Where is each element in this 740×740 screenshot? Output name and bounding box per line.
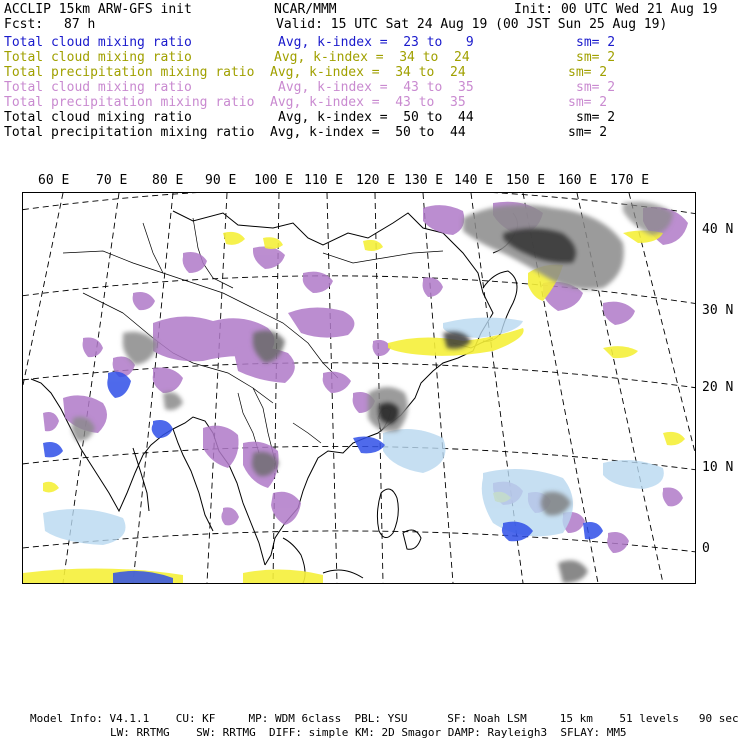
lon-label: 160 E — [558, 173, 598, 188]
legend-avg: Avg, k-index = 50 to 44 — [270, 125, 466, 140]
model-info-line1: Model Info: V4.1.1 CU: KF MP: WDM 6class PBL: YSU SF: Noah LSM 15 km 51 levels 90 sec — [30, 712, 739, 725]
legend-sm: sm= 2 — [576, 35, 616, 50]
legend-field: Total cloud mixing ratio — [4, 35, 192, 50]
lon-label: 90 E — [205, 173, 237, 188]
legend-field: Total precipitation mixing ratio — [4, 95, 255, 110]
forecast-label: Fcst: — [4, 17, 44, 32]
legend-avg: Avg, k-index = 43 to 35 — [278, 80, 474, 95]
lon-label: 110 E — [304, 173, 344, 188]
map-canvas — [23, 193, 695, 583]
lon-label: 170 E — [610, 173, 650, 188]
lon-label: 100 E — [254, 173, 294, 188]
valid-time: Valid: 15 UTC Sat 24 Aug 19 (00 JST Sun 25 Aug 19) — [276, 17, 668, 32]
plot-title: ACCLIP 15km ARW-GFS init — [4, 2, 192, 17]
lon-label: 130 E — [404, 173, 444, 188]
lat-label: 30 N — [702, 303, 734, 318]
lon-label: 80 E — [152, 173, 184, 188]
lat-label: 20 N — [702, 380, 734, 395]
init-time: Init: 00 UTC Wed 21 Aug 19 — [514, 2, 718, 17]
legend-field: Total cloud mixing ratio — [4, 110, 192, 125]
lon-label: 60 E — [38, 173, 70, 188]
legend-avg: Avg, k-index = 50 to 44 — [278, 110, 474, 125]
legend-field: Total precipitation mixing ratio — [4, 125, 255, 140]
legend-avg: Avg, k-index = 34 to 24 — [270, 65, 466, 80]
lon-label: 150 E — [506, 173, 546, 188]
legend-avg: Avg, k-index = 23 to 9 — [278, 35, 474, 50]
lon-label: 140 E — [454, 173, 494, 188]
model-info-line2: LW: RRTMG SW: RRTMG DIFF: simple KM: 2D Smagor DAMP: Rayleigh3 SFLAY: MM5 — [110, 726, 627, 739]
forecast-hours: 87 h — [64, 17, 96, 32]
lat-label: 40 N — [702, 222, 734, 237]
legend-field: Total cloud mixing ratio — [4, 80, 192, 95]
legend-sm: sm= 2 — [568, 125, 608, 140]
map-panel — [22, 192, 696, 584]
lat-label: 10 N — [702, 460, 734, 475]
lon-label: 70 E — [96, 173, 128, 188]
legend-sm: sm= 2 — [576, 110, 616, 125]
legend-avg: Avg, k-index = 34 to 24 — [274, 50, 470, 65]
legend-sm: sm= 2 — [568, 95, 608, 110]
lat-label: 0 — [702, 541, 710, 556]
legend-field: Total precipitation mixing ratio — [4, 65, 255, 80]
legend-avg: Avg, k-index = 43 to 35 — [270, 95, 466, 110]
legend-sm: sm= 2 — [568, 65, 608, 80]
legend-sm: sm= 2 — [576, 80, 616, 95]
legend-field: Total cloud mixing ratio — [4, 50, 192, 65]
lon-label: 120 E — [356, 173, 396, 188]
legend-sm: sm= 2 — [576, 50, 616, 65]
organization: NCAR/MMM — [274, 2, 337, 17]
gray-contours — [72, 202, 673, 583]
